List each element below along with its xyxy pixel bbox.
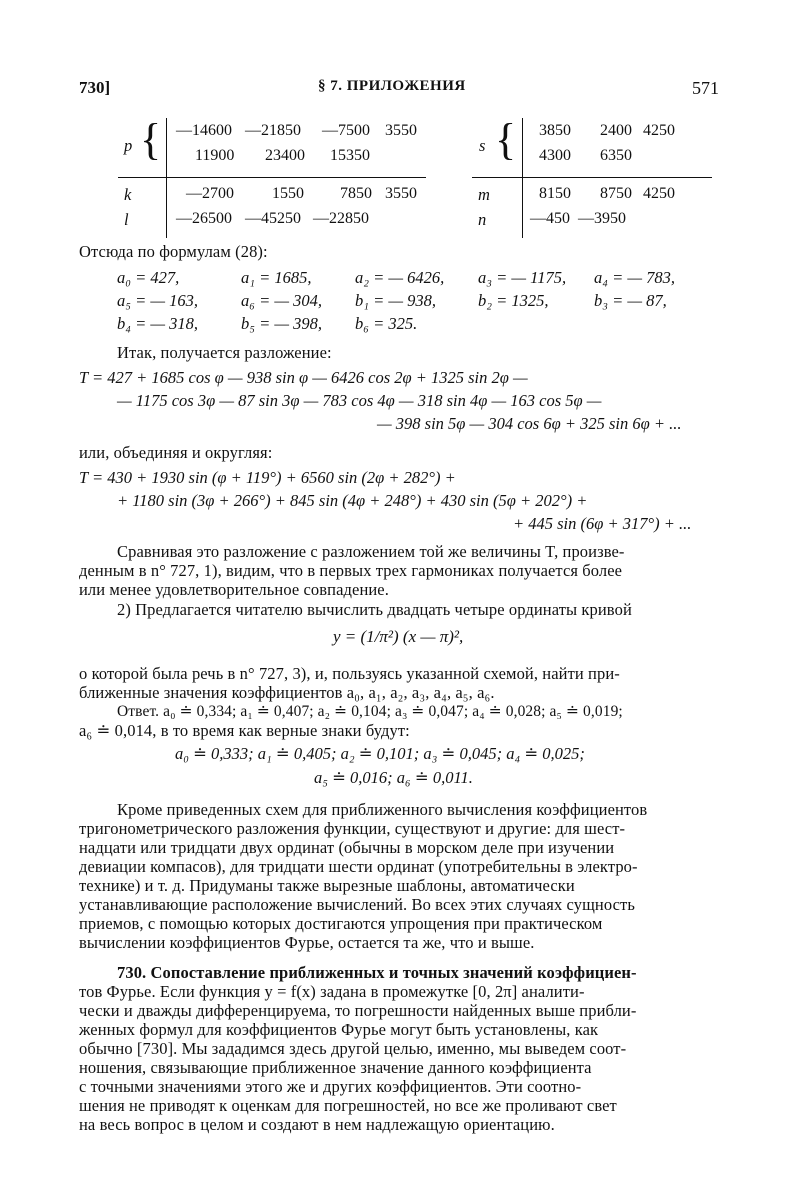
table-cell: 4250 bbox=[643, 185, 675, 202]
coefficient: b₆ = 325. bbox=[355, 314, 418, 333]
formula-y: y = (1/π²) (x — π)², bbox=[333, 627, 464, 646]
formula-line: T = 427 + 1685 cos φ — 938 sin φ — 6426 cos 2φ + 1325 sin 2φ — bbox=[79, 368, 528, 387]
coefficient: a₃ = — 1175, bbox=[478, 268, 567, 287]
answer-line: Ответ. a₀ ≐ 0,334; a₁ ≐ 0,407; a₂ ≐ 0,104; a₃ ≐ 0,047; a₄ ≐ 0,028; a₅ ≐ 0,019; bbox=[117, 703, 623, 720]
paragraph-line: тригонометрического разложения функции, существуют и другие: для шест- bbox=[79, 819, 626, 838]
table-cell: —22850 bbox=[313, 210, 369, 227]
paragraph-line: ношения, связывающие приближенное значение данного коэффициента bbox=[79, 1058, 592, 1077]
table-cell: 1550 bbox=[272, 185, 304, 202]
table-cell: 6350 bbox=[600, 147, 632, 164]
formula-line: a₅ ≐ 0,016; a₆ ≐ 0,011. bbox=[314, 768, 473, 787]
label-m: m bbox=[478, 185, 490, 204]
formula-line: — 398 sin 5φ — 304 cos 6φ + 325 sin 6φ + ... bbox=[377, 414, 682, 433]
brace-right: { bbox=[495, 115, 517, 164]
table-cell: 3850 bbox=[539, 122, 571, 139]
coefficient: b₅ = — 398, bbox=[241, 314, 323, 333]
table-cell: 11900 bbox=[195, 147, 235, 164]
paragraph-line: с точными значениями этого же и других коэффициентов. Эти соотно- bbox=[79, 1077, 582, 1096]
paragraph-line: тов Фурье. Если функция y = f(x) задана в промежутке [0, 2π] аналити- bbox=[79, 982, 585, 1001]
paragraph-text: о которой была речь в n° 727, 3), и, пользуясь указанной схемой, найти при- bbox=[79, 664, 620, 683]
table-cell: —7500 bbox=[322, 122, 370, 139]
label-p: p bbox=[124, 136, 133, 155]
table-cell: —450 bbox=[530, 210, 570, 227]
brace-left: { bbox=[140, 115, 162, 164]
answer-line: a₆ ≐ 0,014, в то время как верные знаки будут: bbox=[79, 721, 410, 740]
paragraph-line: устанавливающие расположение вычислений. Во всех этих случаях сущность bbox=[79, 895, 635, 914]
label-l: l bbox=[124, 210, 129, 229]
label-s: s bbox=[479, 136, 486, 155]
page-number: 571 bbox=[692, 78, 719, 98]
paragraph-text: Итак, получается разложение: bbox=[117, 343, 332, 362]
table-cell: —21850 bbox=[245, 122, 301, 139]
label-k: k bbox=[124, 185, 132, 204]
table-cell: 3550 bbox=[385, 122, 417, 139]
paragraph-line: женных формул для коэффициентов Фурье могут быть установлены, как bbox=[79, 1020, 599, 1039]
table-cell: —3950 bbox=[578, 210, 626, 227]
paragraph-line: вычислении коэффициентов Фурье, остается та же, что и выше. bbox=[79, 933, 535, 952]
paragraph-text: Сравнивая это разложение с разложением той же величины T, произве- bbox=[117, 542, 625, 561]
table-cell: 4250 bbox=[643, 122, 675, 139]
paragraph-text: или менее удовлетворительное совпадение. bbox=[79, 580, 389, 599]
coefficient: a₆ = — 304, bbox=[241, 291, 323, 310]
table-rule bbox=[118, 177, 426, 178]
paragraph-text: или, объединяя и округляя: bbox=[79, 443, 273, 462]
coefficient: b₃ = — 87, bbox=[594, 291, 667, 310]
paragraph-line: приемов, с помощью которых достигаются упрощения при практическом bbox=[79, 914, 603, 933]
table-cell: 3550 bbox=[385, 185, 417, 202]
coefficient: a₀ = 427, bbox=[117, 268, 180, 287]
table-cell: 8750 bbox=[600, 185, 632, 202]
table-cell: 2400 bbox=[600, 122, 632, 139]
table-cell: 7850 bbox=[340, 185, 372, 202]
coefficient: a₁ = 1685, bbox=[241, 268, 312, 287]
formula-line: — 1175 cos 3φ — 87 sin 3φ — 783 cos 4φ — 318 sin 4φ — 163 cos 5φ — bbox=[117, 391, 602, 410]
coefficient: a₅ = — 163, bbox=[117, 291, 199, 310]
coefficient: b₁ = — 938, bbox=[355, 291, 437, 310]
paragraph-line: надцати или тридцати двух ординат (обычны в морском деле при изучении bbox=[79, 838, 615, 857]
formula-line: + 445 sin (6φ + 317°) + ... bbox=[513, 514, 692, 533]
table-cell: 4300 bbox=[539, 147, 571, 164]
header-section-ref: 730] bbox=[79, 78, 111, 97]
paragraph-line: чески и дважды дифференцируема, то погрешности найденных выше прибли- bbox=[79, 1001, 637, 1020]
coefficient: b₂ = 1325, bbox=[478, 291, 549, 310]
paragraph-line: шения не приводят к оценкам для погрешностей, но все же проливают свет bbox=[79, 1096, 617, 1115]
paragraph-text: ближенные значения коэффициентов a₀, a₁, a₂, a₃, a₄, a₅, a₆. bbox=[79, 683, 495, 702]
table-cell: —2700 bbox=[186, 185, 234, 202]
paragraph-line: Кроме приведенных схем для приближенного вычисления коэффициентов bbox=[117, 800, 648, 819]
table-rule bbox=[472, 177, 712, 178]
table-cell: —26500 bbox=[176, 210, 232, 227]
paragraph-text: 2) Предлагается читателю вычислить двадцать четыре ординаты кривой bbox=[117, 600, 632, 619]
paragraph-text: Отсюда по формулам (28): bbox=[79, 242, 268, 261]
formula-line: a₀ ≐ 0,333; a₁ ≐ 0,405; a₂ ≐ 0,101; a₃ ≐ 0,045; a₄ ≐ 0,025; bbox=[175, 744, 585, 763]
table-cell: —45250 bbox=[245, 210, 301, 227]
table-cell: —14600 bbox=[176, 122, 232, 139]
table-cell: 15350 bbox=[330, 147, 370, 164]
formula-line: + 1180 sin (3φ + 266°) + 845 sin (4φ + 248°) + 430 sin (5φ + 202°) + bbox=[117, 491, 588, 510]
coefficient: a₄ = — 783, bbox=[594, 268, 676, 287]
coefficient: b₄ = — 318, bbox=[117, 314, 199, 333]
formula-line: T = 430 + 1930 sin (φ + 119°) + 6560 sin (2φ + 282°) + bbox=[79, 468, 456, 487]
paragraph-line: технике) и т. д. Придуманы также вырезные шаблоны, автоматически bbox=[79, 876, 575, 895]
page-title: § 7. ПРИЛОЖЕНИЯ bbox=[318, 78, 466, 94]
coefficient: a₂ = — 6426, bbox=[355, 268, 445, 287]
table-cell: 23400 bbox=[265, 147, 305, 164]
table-cell: 8150 bbox=[539, 185, 571, 202]
paragraph-line: на весь вопрос в целом и создают в нем надлежащую ориентацию. bbox=[79, 1115, 555, 1134]
paragraph-line: девиации компасов), для тридцати шести ординат (употребительны в электро- bbox=[79, 857, 638, 876]
section-title: 730. Сопоставление приближенных и точных значений коэффициен- bbox=[117, 963, 637, 982]
paragraph-text: денным в n° 727, 1), видим, что в первых трех гармониках получается более bbox=[79, 561, 623, 580]
label-n: n bbox=[478, 210, 487, 229]
paragraph-line: обычно [730]. Мы зададимся здесь другой целью, именно, мы выведем соот- bbox=[79, 1039, 627, 1058]
